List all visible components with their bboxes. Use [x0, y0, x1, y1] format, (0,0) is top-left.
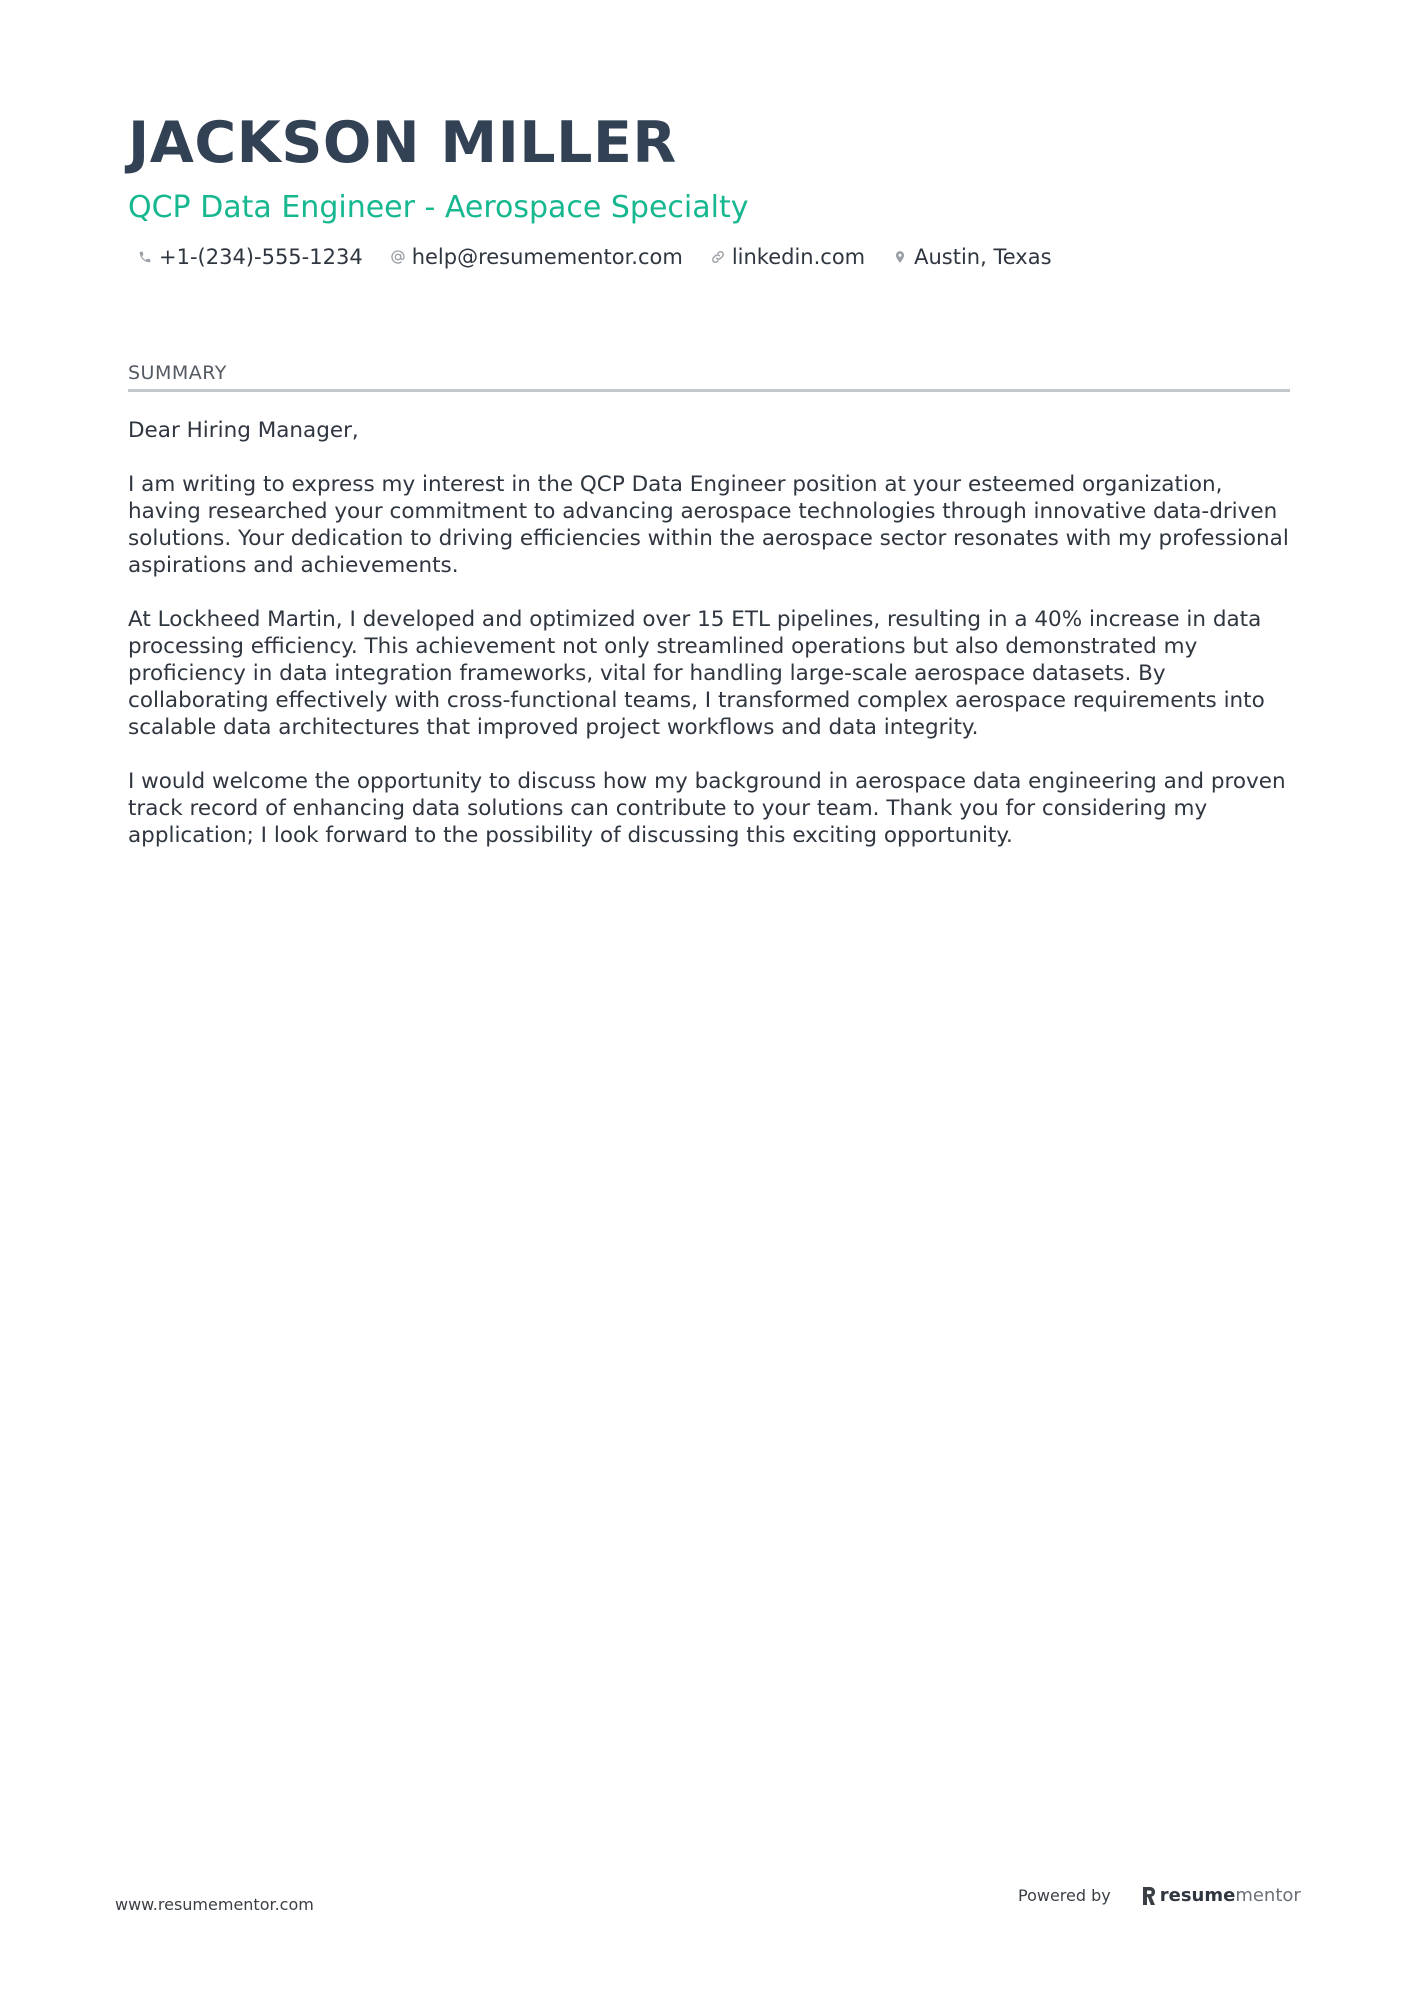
- contact-phone-text[interactable]: +1-(234)-555-1234: [159, 245, 363, 269]
- brand-logo[interactable]: [1141, 1885, 1301, 1906]
- link-icon: [709, 248, 727, 266]
- contact-location: [891, 245, 1051, 269]
- powered-by-label: Powered by: [1018, 1886, 1111, 1905]
- paragraph-intro: I am writing to express my interest in the QCP Data Engineer position at your esteemed organization, having researched your commitment to advancing aerospace technologies through innovative data-driven solutions. Your dedication to driving efficiencies within the aerospace sector resonates with my professional aspirations and achievements.: [128, 472, 1289, 578]
- phone-icon: [136, 248, 154, 266]
- contact-linkedin-text[interactable]: linkedin.com: [731, 245, 866, 269]
- header: [128, 108, 1288, 269]
- contact-linkedin: [709, 245, 865, 269]
- brand-name-bold: resume: [1159, 1885, 1236, 1906]
- candidate-name: JACKSON MILLER: [128, 110, 677, 176]
- footer-branding: [1018, 1885, 1301, 1906]
- footer-website[interactable]: www.resumementor.com: [115, 1895, 314, 1914]
- resumementor-logo-icon: [1141, 1886, 1157, 1906]
- job-title: QCP Data Engineer - Aerospace Specialty: [128, 190, 749, 225]
- contact-phone: [136, 245, 363, 269]
- paragraph-experience: At Lockheed Martin, I developed and optimized over 15 ETL pipelines, resulting in a 40% increase in data processing efficiency. This achievement not only streamlined operations but also demonstrated my proficiency in data integration frameworks, vital for handling large-scale aerospace datasets. By collaborating effectively with cross-functional teams, I transformed complex aerospace requirements into scalable data architectures that improved project workflows and data integrity.: [128, 607, 1265, 740]
- brand-name-light: mentor: [1235, 1885, 1301, 1906]
- contact-email-text[interactable]: help@resumementor.com: [411, 245, 683, 269]
- location-pin-icon: [891, 248, 909, 266]
- summary-section: [128, 360, 1290, 876]
- paragraph-closing: I would welcome the opportunity to discuss how my background in aerospace data engineering and proven track record of enhancing data solutions can contribute to your team. Thank you for considering my application; I look forward to the possibility of discussing this exciting opportunity.: [128, 769, 1286, 848]
- contact-bar: [128, 245, 1288, 269]
- at-icon: [389, 248, 407, 266]
- salutation: Dear Hiring Manager,: [128, 418, 359, 443]
- section-heading: SUMMARY: [128, 360, 1290, 392]
- contact-email: [389, 245, 683, 269]
- contact-location-text: Austin, Texas: [914, 245, 1052, 269]
- letter-body: [128, 417, 1290, 849]
